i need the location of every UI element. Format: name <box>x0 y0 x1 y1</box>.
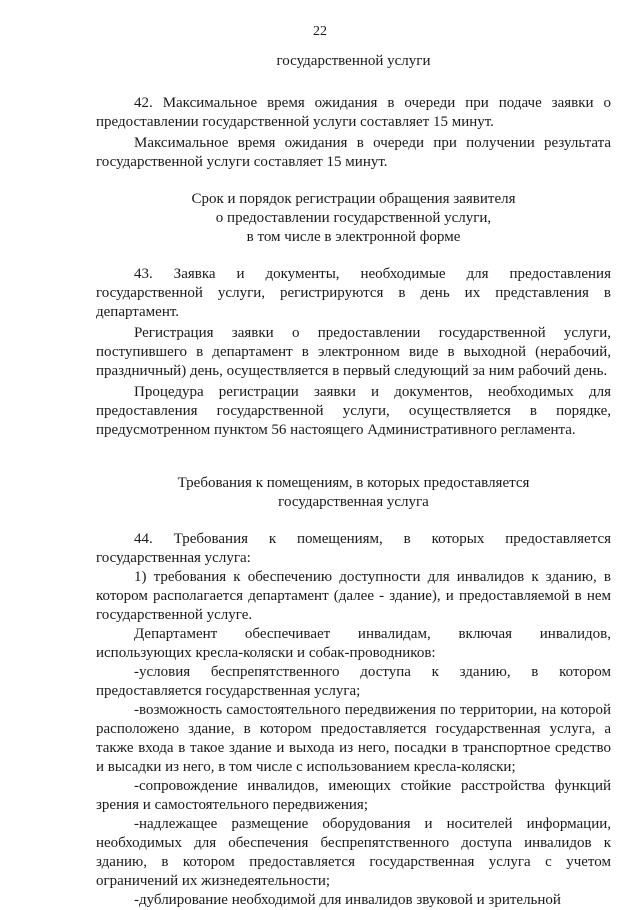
heading-line: Срок и порядок регистрации обращения заявителя <box>191 191 516 207</box>
section-heading-registration <box>96 190 611 247</box>
list-item: -дублирование необходимой для инвалидов звуковой и зрительной <box>134 892 561 908</box>
list-item: -условия беспрепятственного доступа к зданию, в котором предоставляется государственная услуга; <box>96 664 611 699</box>
paragraph-44: 44. Требования к помещениям, в которых предоставляется государственная услуга: <box>96 531 611 566</box>
heading-line: Требования к помещениям, в которых предоставляется <box>177 475 530 491</box>
paragraph-43-b: Регистрация заявки о предоставлении государственной услуги, поступившего в департамент в электронном виде в выходной (нерабочий, праздничный) день, осуществляется в первый следующий за ним рабочий день. <box>96 325 611 379</box>
paragraph-44-2: Департамент обеспечивает инвалидам, включая инвалидов, использующих кресла-коляски и собак-проводников: <box>96 626 611 661</box>
list-item: -сопровождение инвалидов, имеющих стойкие расстройства функций зрения и самостоятельного передвижения; <box>96 778 611 813</box>
heading-line: государственная услуга <box>278 494 429 510</box>
continuation-line: государственной услуги <box>276 53 431 69</box>
page-content <box>96 52 611 910</box>
section-heading-premises <box>96 474 611 512</box>
heading-line: в том числе в электронной форме <box>246 229 461 245</box>
paragraph-42: 42. Максимальное время ожидания в очереди при подаче заявки о предоставлении государственной услуги составляет 15 минут. <box>96 95 611 130</box>
paragraph-44-1: 1) требования к обеспечению доступности для инвалидов к зданию, в котором располагается департамент (далее - здание), и предоставляемой в нем государственной услуге. <box>96 569 611 623</box>
page-number: 22 <box>313 24 327 39</box>
list-item: -надлежащее размещение оборудования и носителей информации, необходимых для обеспечения беспрепятственного доступа инвалидов к зданию, в котором предоставляется государственная услуга с учетом ограничений их жизнедеятельности; <box>96 816 611 889</box>
heading-line: о предоставлении государственной услуги, <box>215 210 492 226</box>
list-item: -возможность самостоятельного передвижения по территории, на которой расположено здание, в котором предоставляется государственная услуга, а также входа в такое здание и выхода из него, посадки в транспортное средство и высадки из него, в том числе с использованием кресла-коляски; <box>96 702 611 775</box>
paragraph-42-b: Максимальное время ожидания в очереди при получении результата государственной услуги составляет 15 минут. <box>96 135 611 170</box>
paragraph-43-c: Процедура регистрации заявки и документов, необходимых для предоставления государственной услуги, осуществляется в порядке, предусмотренном пунктом 56 настоящего Административного регламента. <box>96 384 611 438</box>
paragraph-43: 43. Заявка и документы, необходимые для предоставления государственной услуги, регистрируются в день их представления в департамент. <box>96 266 611 320</box>
